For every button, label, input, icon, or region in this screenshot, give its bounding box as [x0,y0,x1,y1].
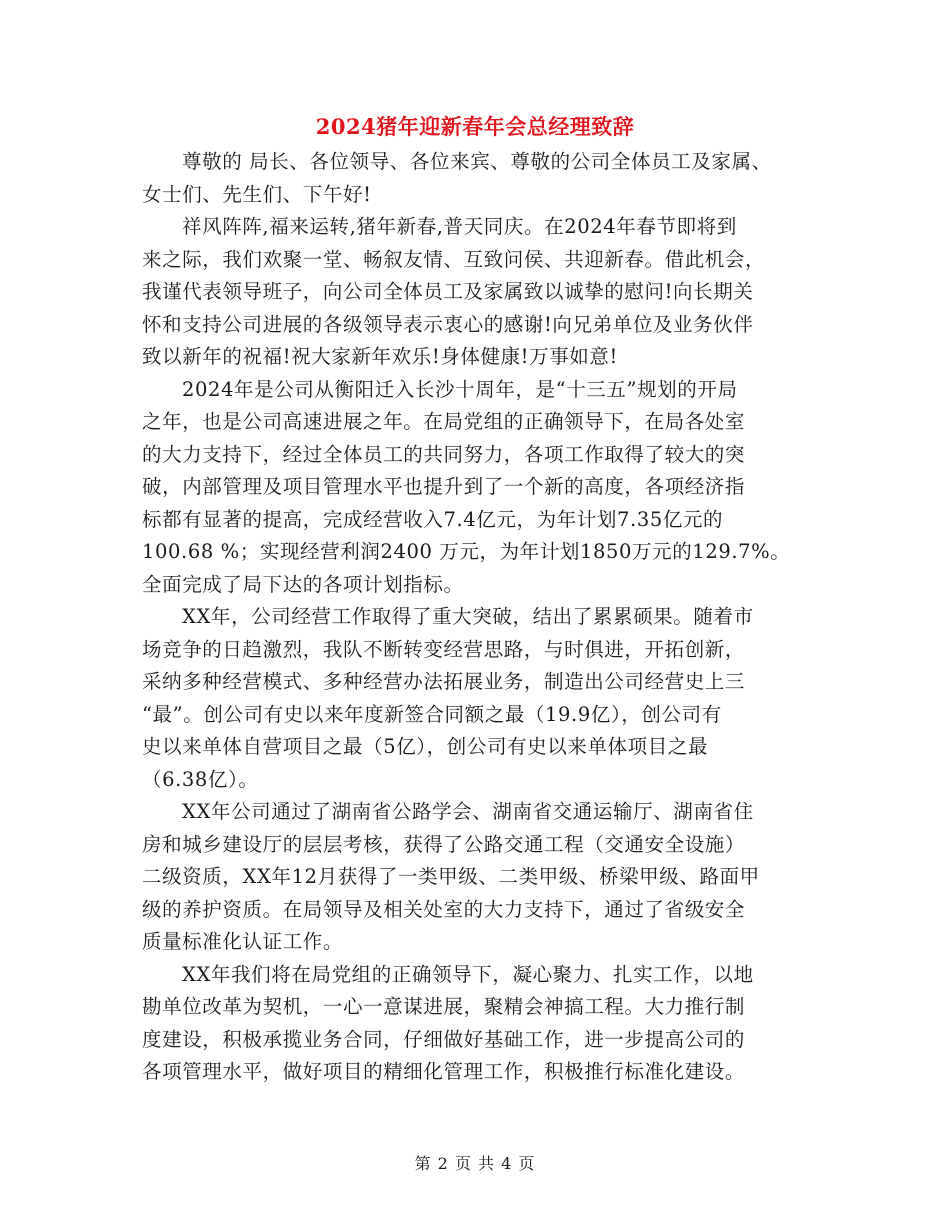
text-line: 致以新年的祝福!祝大家新年欢乐!身体健康!万事如意! [142,345,618,368]
text-line: 怀和支持公司进展的各级领导表示衷心的感谢!向兄弟单位及业务伙伴 [142,312,754,336]
text-line: 2024年是公司从衡阳迁入长沙十周年，是“十三五”规划的开局 [182,377,738,401]
text-line: 破，内部管理及项目管理水平也提升到了一个新的高度，各项经济指 [142,475,746,498]
text-line: 100.68 %；实现经营利润2400 万元，为年计划1850万元的129.7%。 [142,540,791,563]
text-line: 来之际，我们欢聚一堂、畅叙友情、互致问侯、共迎新春。借此机会， [142,247,766,271]
text-line: 各项管理水平，做好项目的精细化管理工作，积极推行标准化建设。 [142,1060,746,1083]
document-body [142,146,822,1089]
paragraph-greeting [142,146,822,211]
text-line: 史以来单体自营项目之最（5亿），创公司有史以来单体项目之最 [142,735,709,758]
text-line: “最”。创公司有史以来年度新签合同额之最（19.9亿），创公司有 [142,702,722,726]
text-line: 我谨代表领导班子，向公司全体员工及家属致以诚挚的慰问!向长期关 [142,280,754,303]
text-line: XX年，公司经营工作取得了重大突破，结出了累累硕果。随着市 [182,605,754,628]
paragraph-blessing [142,211,822,374]
page-number-footer: 第 2 页 共 4 页 [414,1154,536,1173]
text-line: 级的养护资质。在局领导及相关处室的大力支持下，通过了省级安全 [142,897,746,921]
text-line: 质量标准化认证工作。 [142,930,344,953]
text-line: 标都有显著的提高，完成经营收入7.4亿元，为年计划7.35亿元的 [142,507,724,531]
text-line: 场竞争的日趋激烈，我队不断转变经营思路，与时俱进，开拓创新， [142,637,746,661]
text-line: 全面完成了局下达的各项计划指标。 [142,572,464,596]
text-line: 勘单位改革为契机，一心一意谋进展，聚精会神搞工程。大力推行制 [142,995,746,1018]
text-line: 祥风阵阵,福来运转,猪年新春,普天同庆。在2024年春节即将到 [182,215,737,238]
text-line: XX年公司通过了湖南省公路学会、湖南省交通运输厅、湖南省住 [182,800,754,823]
document-title: 2024猪年迎新春年会总经理致辞 [315,114,635,139]
text-line: 的大力支持下，经过全体员工的共同努力，各项工作取得了较大的突 [142,442,746,466]
paragraph-2024-review [142,374,822,602]
text-line: （6.38亿）。 [142,767,259,791]
text-line: 之年，也是公司高速进展之年。在局党组的正确领导下，在局各处室 [142,410,746,433]
paragraph-qualifications [142,796,822,959]
text-line: 采纳多种经营模式、多种经营办法拓展业务，制造出公司经营史上三 [142,670,746,693]
paragraph-outlook [142,959,822,1089]
text-line: 尊敬的 局长、各位领导、各位来宾、尊敬的公司全体员工及家属、 [182,150,772,173]
paragraph-business-breakthrough [142,601,822,796]
text-line: 女士们、先生们、下午好! [142,182,372,206]
text-line: 二级资质，XX年12月获得了一类甲级、二类甲级、桥梁甲级、路面甲 [142,865,760,888]
text-line: XX年我们将在局党组的正确领导下，凝心聚力、扎实工作，以地 [182,962,754,986]
text-line: 房和城乡建设厅的层层考核，获得了公路交通工程（交通安全设施） [142,832,746,856]
text-line: 度建设，积极承揽业务合同，仔细做好基础工作，进一步提高公司的 [142,1027,746,1051]
